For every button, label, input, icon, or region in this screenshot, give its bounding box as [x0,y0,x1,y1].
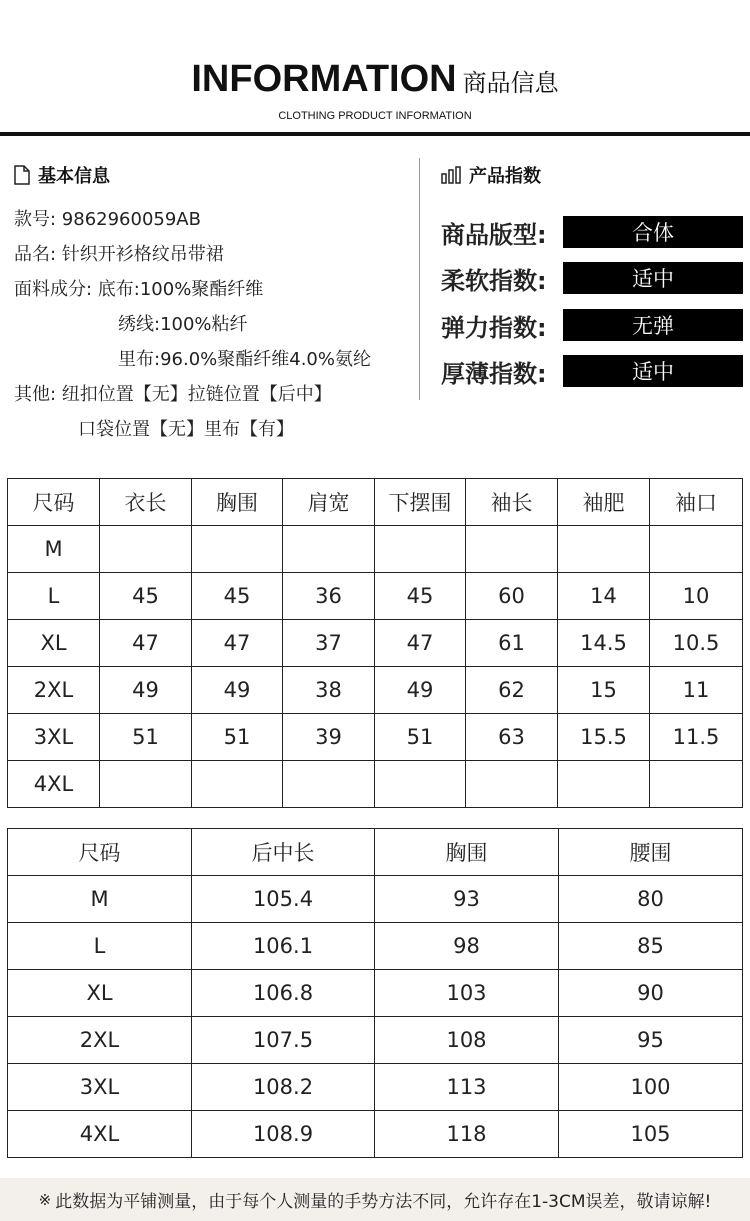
table-cell: 49 [100,667,192,714]
table-row [8,714,743,761]
table-cell: 103 [375,970,559,1017]
table-cell [558,761,650,808]
size-cell: XL [8,620,100,667]
table-cell [375,761,466,808]
title-row [0,58,750,101]
table-header-cell: 下摆围 [375,479,466,526]
index-row-fit [441,216,746,248]
table-cell [100,761,192,808]
table-cell: 107.5 [192,1017,375,1064]
size-cell: L [8,923,192,970]
index-label: 厚薄指数: [441,359,547,388]
size-cell: L [8,573,100,620]
bar-chart-icon [441,166,461,184]
table-cell [558,526,650,573]
table-cell: 106.1 [192,923,375,970]
table-row [8,1017,743,1064]
note-mark-icon: ※ [38,1190,52,1209]
table-cell: 61 [466,620,558,667]
table-cell: 51 [192,714,283,761]
table-header-row [8,479,743,526]
table-row [8,620,743,667]
table-cell: 15 [558,667,650,714]
table-cell: 45 [375,573,466,620]
size-cell: 2XL [8,1017,192,1064]
table-cell: 49 [192,667,283,714]
table-row [8,526,743,573]
size-cell: M [8,876,192,923]
table-header-cell: 胸围 [375,829,559,876]
table-cell [650,526,743,573]
table-cell: 47 [375,620,466,667]
table-cell: 10.5 [650,620,743,667]
table-cell [100,526,192,573]
size-table-top [7,478,743,808]
table-cell: 37 [283,620,375,667]
table-cell: 14 [558,573,650,620]
table-cell: 108.9 [192,1111,375,1158]
size-cell: 3XL [8,1064,192,1111]
size-cell: 4XL [8,761,100,808]
table-cell: 11.5 [650,714,743,761]
table-cell: 45 [192,573,283,620]
table-header-cell: 袖口 [650,479,743,526]
table-cell: 80 [559,876,743,923]
basic-info-heading-text: 基本信息 [38,166,110,187]
table-header-cell: 肩宽 [283,479,375,526]
info-line-lining: 里布:96.0%聚酯纤维4.0%氨纶 [118,349,371,370]
table-cell: 11 [650,667,743,714]
table-row [8,1111,743,1158]
info-line-other: 其他: 纽扣位置【无】拉链位置【后中】 [14,384,332,405]
table-header-cell: 尺码 [8,479,100,526]
page-header [0,0,750,140]
index-value: 合体 [563,216,743,248]
table-cell: 49 [375,667,466,714]
info-line-pocket: 口袋位置【无】里布【有】 [78,419,294,440]
table-cell [375,526,466,573]
table-cell: 60 [466,573,558,620]
table-cell: 105.4 [192,876,375,923]
table-header-cell: 胸围 [192,479,283,526]
table-cell: 10 [650,573,743,620]
size-table-dress [7,828,743,1158]
subtitle: CLOTHING PRODUCT INFORMATION [278,110,472,122]
table-cell: 47 [100,620,192,667]
size-cell: XL [8,970,192,1017]
table-header-cell: 尺码 [8,829,192,876]
table-cell: 98 [375,923,559,970]
info-line-product-name: 品名: 针织开衫格纹吊带裙 [14,244,224,265]
table-row [8,573,743,620]
table-cell: 113 [375,1064,559,1111]
table-cell: 51 [100,714,192,761]
table-cell: 95 [559,1017,743,1064]
table-header-cell: 衣长 [100,479,192,526]
table-cell: 63 [466,714,558,761]
table-cell: 100 [559,1064,743,1111]
title-chinese: 商品信息 [462,69,559,97]
table-cell: 105 [559,1111,743,1158]
table-cell: 38 [283,667,375,714]
table-cell [192,761,283,808]
table-header-row [8,829,743,876]
table-cell: 118 [375,1111,559,1158]
index-row-thickness [441,355,746,387]
table-cell [283,761,375,808]
table-cell: 93 [375,876,559,923]
table-cell [466,761,558,808]
index-label: 弹力指数: [441,313,547,342]
vertical-divider [419,158,420,400]
table-header-cell: 腰围 [559,829,743,876]
basic-info-section [14,160,414,190]
table-cell: 108 [375,1017,559,1064]
size-cell: M [8,526,100,573]
index-label: 柔软指数: [441,266,547,295]
table-row [8,1064,743,1111]
table-cell: 36 [283,573,375,620]
title-english: INFORMATION [191,58,457,100]
size-cell: 4XL [8,1111,192,1158]
index-row-elasticity [441,309,746,341]
info-line-fabric: 面料成分: 底布:100%聚酯纤维 [14,279,264,300]
table-cell: 39 [283,714,375,761]
table-row [8,876,743,923]
table-cell: 47 [192,620,283,667]
table-cell: 51 [375,714,466,761]
index-row-softness [441,262,746,294]
product-index-heading [441,160,746,190]
table-cell: 62 [466,667,558,714]
index-value: 适中 [563,262,743,294]
size-cell: 2XL [8,667,100,714]
table-cell: 108.2 [192,1064,375,1111]
index-value: 无弹 [563,309,743,341]
table-cell [650,761,743,808]
basic-info-heading [14,160,414,190]
info-line-embroidery: 绣线:100%粘纤 [118,314,248,335]
size-cell: 3XL [8,714,100,761]
table-header-cell: 袖长 [466,479,558,526]
table-header-cell: 后中长 [192,829,375,876]
table-cell: 14.5 [558,620,650,667]
product-index-heading-text: 产品指数 [469,166,541,187]
table-cell: 45 [100,573,192,620]
measurement-note [0,1178,750,1221]
table-cell: 85 [559,923,743,970]
table-cell [192,526,283,573]
table-cell: 106.8 [192,970,375,1017]
product-index-section [441,160,746,388]
index-label: 商品版型: [441,220,547,249]
info-line-style-number: 款号: 9862960059AB [14,209,201,230]
document-icon [14,165,30,185]
table-row [8,667,743,714]
note-text: 此数据为平铺测量，由于每个人测量的手势方法不同，允许存在1-3CM误差，敬请谅解! [55,1192,712,1212]
header-divider [0,132,750,136]
table-header-cell: 袖肥 [558,479,650,526]
table-cell [283,526,375,573]
table-cell [466,526,558,573]
table-row [8,923,743,970]
table-row [8,970,743,1017]
table-row [8,761,743,808]
index-value: 适中 [563,355,743,387]
table-cell: 15.5 [558,714,650,761]
table-cell: 90 [559,970,743,1017]
